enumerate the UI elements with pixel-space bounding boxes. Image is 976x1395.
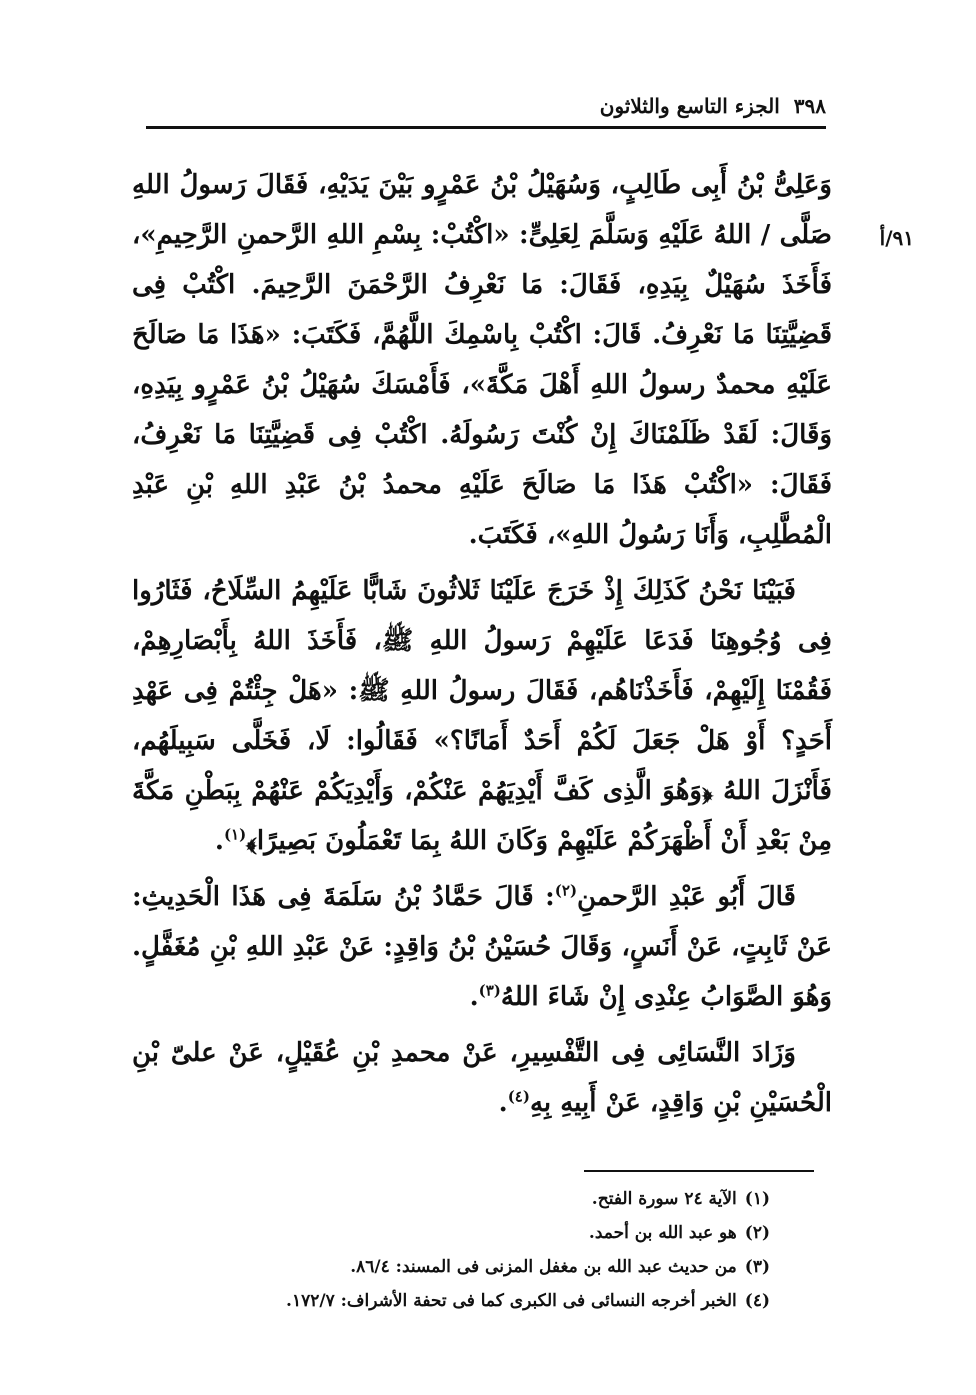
footnote-ref-2: (٢): [554, 881, 578, 900]
footnote-3: [150, 1250, 770, 1284]
main-text: [132, 160, 832, 1128]
paragraph-3-text-b: : قَالَ حَمَّادُ بْنُ سَلَمَةَ فِى هَذَا الْحَدِيثِ: عَنْ ثَابِتٍ، عَنْ أَنَسٍ، وَقَالَ حُسَيْنُ بْنُ وَاقِدٍ: عَنْ عَبْدِ اللهِ بْنِ مُغَفَّلٍ. وَهُوَ الصَّوَابُ عِنْدِى إِنْ شَاءَ اللهُ: [132, 882, 832, 1012]
paragraph-1: [132, 160, 832, 560]
footnote-ref-1: (١): [223, 825, 247, 844]
footnote-text: الآية ٢٤ سورة الفتح.: [591, 1189, 737, 1209]
paragraph-4: وَزَادَ النَّسَائِى فِى التَّفْسِيرِ، عَنْ محمدِ بْنِ عُقَيْلٍ، عَنْ علىّ بْنِ الْحُسَيْنِ بْنِ وَاقِدٍ، عَنْ أَبِيهِ بِهِ$^{(٤)}$.: [132, 1038, 832, 1118]
manuscript-folio-note: ٩١/أ: [879, 226, 914, 250]
header-rule: [146, 126, 826, 129]
footnotes: [150, 1182, 770, 1318]
footnote-ref-4: (٤): [507, 1087, 530, 1106]
footnote-2: [150, 1216, 770, 1250]
footnote-text: من حديث عبد الله بن مغفل المزنى فى المسند: ٨٦/٤.: [350, 1257, 737, 1277]
footnote-1: [150, 1182, 770, 1216]
paragraph-2-text: فَبَيْنَا نَحْنُ كَذَلِكَ إِذْ خَرَجَ عَلَيْنَا ثَلاثُونَ شَابًّا عَلَيْهِمُ السِّلَاحُ، فَثَارُوا فِى وُجُوهِنَا فَدَعَا عَلَيْهِمْ رَسولُ اللهِ ﷺ، فَأَخَذَ اللهُ بِأَبْصَارِهِمْ، فَقُمْنَا إِلَيْهِمْ، فَأَخَذْنَاهُم، فَقَالَ رسولُ اللهِ ﷺ: «هَلْ جِئْتُمْ فِى عَهْدِ أَحَدٍ؟ أَوْ هَلْ جَعَلَ لَكُمْ أَحَدٌ أَمَانًا؟» فَقَالُوا: لَا، فَخَلَّى سَبِيلَهُم، فَأَنْزَلَ اللهُ ﴿وَهُوَ الَّذِى كَفَّ أَيْدِيَهُمْ عَنْكُمْ، وَأَيْدِيَكُمْ عَنْهُمْ بِبَطْنِ مَكَّةَ مِنْ بَعْدِ أَنْ أَظْهَرَكُمْ عَلَيْهِمْ وَكَانَ اللهُ بِمَا تَعْمَلُونَ بَصِيرًا﴾: [132, 576, 832, 856]
footnote-number: (٢): [744, 1223, 770, 1243]
footnote-text: هو عبد الله بن أحمد.: [588, 1223, 737, 1243]
page-header: [146, 88, 826, 124]
paragraph-2: فَبَيْنَا نَحْنُ كَذَلِكَ إِذْ خَرَجَ عَلَيْنَا ثَلاثُونَ شَابًّا عَلَيْهِمُ السِّلَاحُ، فَثَارُوا فِى وُجُوهِنَا فَدَعَا عَلَيْهِمْ رَسولُ اللهِ ﷺ، فَأَخَذَ اللهُ بِأَبْصَارِهِمْ، فَقُمْنَا إِلَيْهِمْ، فَأَخَذْنَاهُم، فَقَالَ رسولُ اللهِ ﷺ: «هَلْ جِئْتُمْ فِى عَهْدِ أَحَدٍ؟ أَوْ هَلْ جَعَلَ لَكُمْ أَحَدٌ أَمَانًا؟» فَقَالُوا: لَا، فَخَلَّى سَبِيلَهُم، فَأَنْزَلَ اللهُ ﴿وَهُوَ الَّذِى كَفَّ أَيْدِيَهُمْ عَنْكُمْ، وَأَيْدِيَكُمْ عَنْهُمْ بِبَطْنِ مَكَّةَ مِنْ بَعْدِ أَنْ أَظْهَرَكُمْ عَلَيْهِمْ وَكَانَ اللهُ بِمَا تَعْمَلُونَ بَصِيرًا﴾$^{(١)}$.: [132, 576, 832, 856]
footnote-text: الخبر أخرجه النسائى فى الكبرى كما فى تحفة الأشراف: ١٧٢/٧.: [286, 1291, 737, 1311]
paragraph-1-text: وَعَلِىُّ بْنُ أَبِى طَالِبٍ، وَسُهَيْلُ بْنُ عَمْرٍو بَيْنَ يَدَيْهِ، فَقَالَ رَسولُ اللهِ صَلَّى / اللهُ عَلَيْهِ وَسَلَّمَ لِعَلِىٍّ: «اكْتُبْ: بِسْمِ اللهِ الرَّحمنِ الرَّحِيمِ»، فَأَخَذَ سُهَيْلٌ بِيَدِهِ، فَقَالَ: مَا نَعْرِفُ الرَّحْمَنَ الرَّحِيمَ. اكْتُبْ فِى قَضِيَّتِنَا مَا نَعْرِفُ. قَالَ: اكْتُبْ بِاسْمِكَ اللَّهُمَّ، فَكَتَبَ: «هَذَا مَا صَالَحَ عَلَيْهِ محمدٌ رسولُ اللهِ أَهْلَ مَكَّةَ»، فَأَمْسَكَ سُهَيْلُ بْنُ عَمْرٍو بِيَدِهِ، وَقَالَ: لَقَدْ ظَلَمْنَاكَ إِنْ كُنْتَ رَسُولَهُ. اكْتُبْ فِى قَضِيَّتِنَا مَا نَعْرِفُ، فَقَالَ: «اكْتُبْ هَذَا مَا صَالَحَ عَلَيْهِ محمدُ بْنُ عَبْدِ اللهِ بْنِ عَبْدِ الْمُطَّلِبِ، وَأَنَا رَسُولُ اللهِ»، فَكَتَبَ.: [132, 170, 832, 550]
footnote-ref-3: (٣): [478, 981, 501, 1000]
paragraph-4-text: وَزَادَ النَّسَائِى فِى التَّفْسِيرِ، عَنْ محمدِ بْنِ عُقَيْلٍ، عَنْ علىّ بْنِ الْحُسَيْنِ بْنِ وَاقِدٍ، عَنْ أَبِيهِ بِهِ: [132, 1038, 832, 1118]
paragraph-3-text-a: قَالَ أَبُو عَبْدِ الرَّحمنِ: [577, 882, 796, 912]
page-number: ٣٩٨: [793, 94, 826, 118]
footnote-number: (٤): [744, 1291, 770, 1311]
footnote-4: [150, 1284, 770, 1318]
footnote-number: (٣): [744, 1257, 770, 1277]
paragraph-3: قَالَ أَبُو عَبْدِ الرَّحمنِ$^{(٢)}$: قَالَ حَمَّادُ بْنُ سَلَمَةَ فِى هَذَا الْحَدِيثِ: عَنْ ثَابِتٍ، عَنْ أَنَسٍ، وَقَالَ حُسَيْنُ بْنُ وَاقِدٍ: عَنْ عَبْدِ اللهِ بْنِ مُغَفَّلٍ. وَهُوَ الصَّوَابُ عِنْدِى إِنْ شَاءَ اللهُ$^{(٣)}$.: [132, 881, 832, 1012]
footnote-rule: [584, 1170, 814, 1172]
footnote-number: (١): [744, 1189, 770, 1209]
running-title: الجزء التاسع والثلاثون: [599, 94, 780, 118]
